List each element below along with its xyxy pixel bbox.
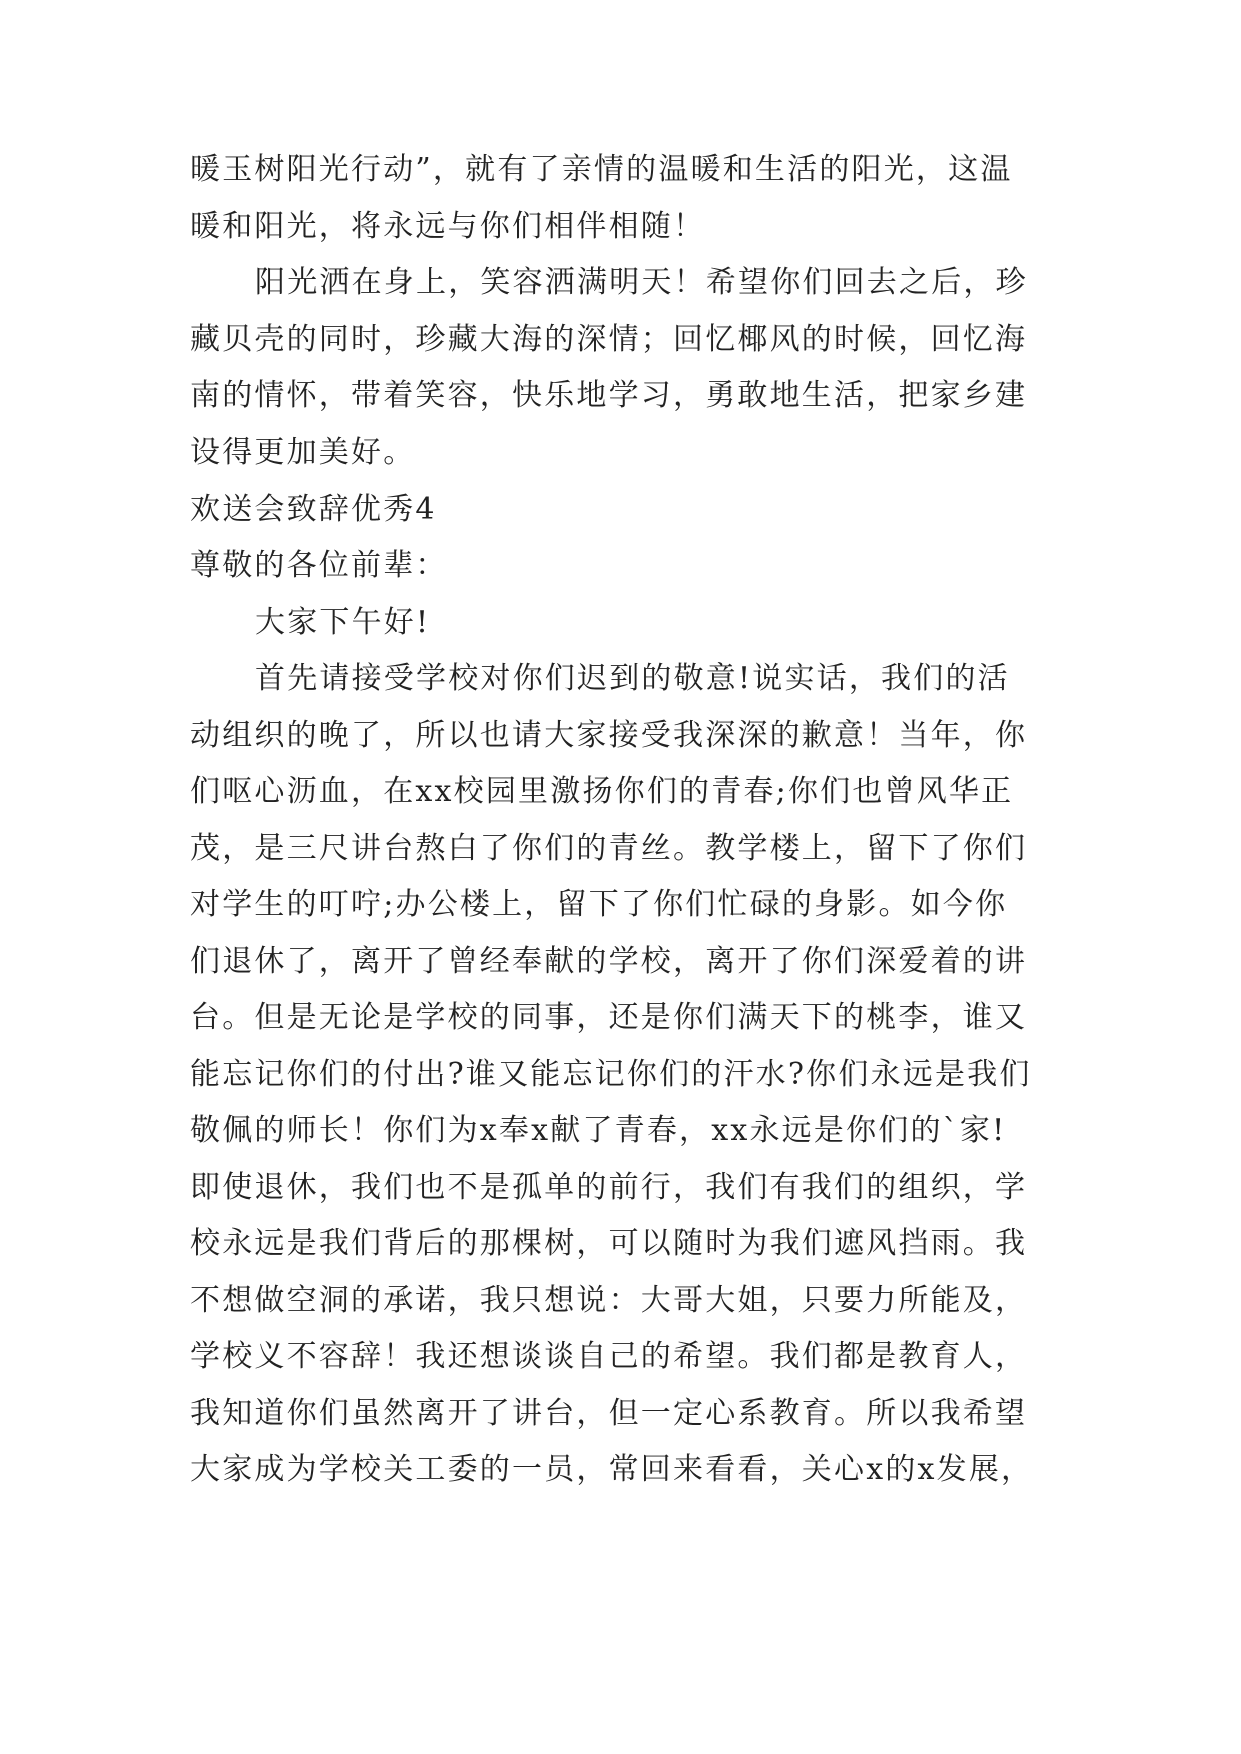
greeting: 大家下午好! <box>255 605 431 640</box>
paragraph-line: 校永远是我们背后的那棵树，可以随时为我们遮风挡雨。我 <box>190 1226 1028 1261</box>
paragraph-line: 动组织的晚了，所以也请大家接受我深深的歉意！当年，你 <box>190 718 1028 753</box>
paragraph-line: 暖玉树阳光行动”，就有了亲情的温暖和生活的阳光，这温 <box>190 152 1013 187</box>
paragraph-line: 茂，是三尺讲台熬白了你们的青丝。教学楼上，留下了你们 <box>190 831 1028 866</box>
paragraph-line: 们退休了，离开了曾经奉献的学校，离开了你们深爱着的讲 <box>190 944 1028 979</box>
paragraph-line: 设得更加美好。 <box>190 435 416 470</box>
paragraph-line: 藏贝壳的同时，珍藏大海的深情；回忆椰风的时候，回忆海 <box>190 322 1028 357</box>
paragraph-line: 敬佩的师长！你们为x奉x献了青春，xx永远是你们的`家! <box>190 1113 1007 1148</box>
paragraph-line: 即使退休，我们也不是孤单的前行，我们有我们的组织，学 <box>190 1170 1028 1205</box>
paragraph-line: 台。但是无论是学校的同事，还是你们满天下的桃李，谁又 <box>190 1000 1028 1035</box>
paragraph-line: 大家成为学校关工委的一员，常回来看看，关心x的x发展， <box>190 1452 1034 1487</box>
paragraph-line: 能忘记你们的付出?谁又能忘记你们的汗水?你们永远是我们 <box>190 1057 1032 1092</box>
salutation: 尊敬的各位前辈： <box>190 548 448 583</box>
paragraph-line: 学校义不容辞！我还想谈谈自己的希望。我们都是教育人， <box>190 1339 1028 1374</box>
paragraph-line: 不想做空洞的承诺，我只想说：大哥大姐，只要力所能及， <box>190 1283 1028 1318</box>
section-heading: 欢送会致辞优秀4 <box>190 492 437 527</box>
paragraph-line: 对学生的叮咛;办公楼上，留下了你们忙碌的身影。如今你 <box>190 887 1008 922</box>
paragraph-line: 暖和阳光，将永远与你们相伴相随！ <box>190 209 706 244</box>
paragraph-line: 首先请接受学校对你们迟到的敬意!说实话，我们的活 <box>255 661 1010 696</box>
paragraph-line: 我知道你们虽然离开了讲台，但一定心系教育。所以我希望 <box>190 1396 1028 1431</box>
paragraph-line: 南的情怀，带着笑容，快乐地学习，勇敢地生活，把家乡建 <box>190 378 1028 413</box>
paragraph-line: 阳光洒在身上，笑容洒满明天！希望你们回去之后，珍 <box>255 265 1028 300</box>
paragraph-line: 们呕心沥血，在xx校园里激扬你们的青春;你们也曾风华正 <box>190 774 1014 809</box>
